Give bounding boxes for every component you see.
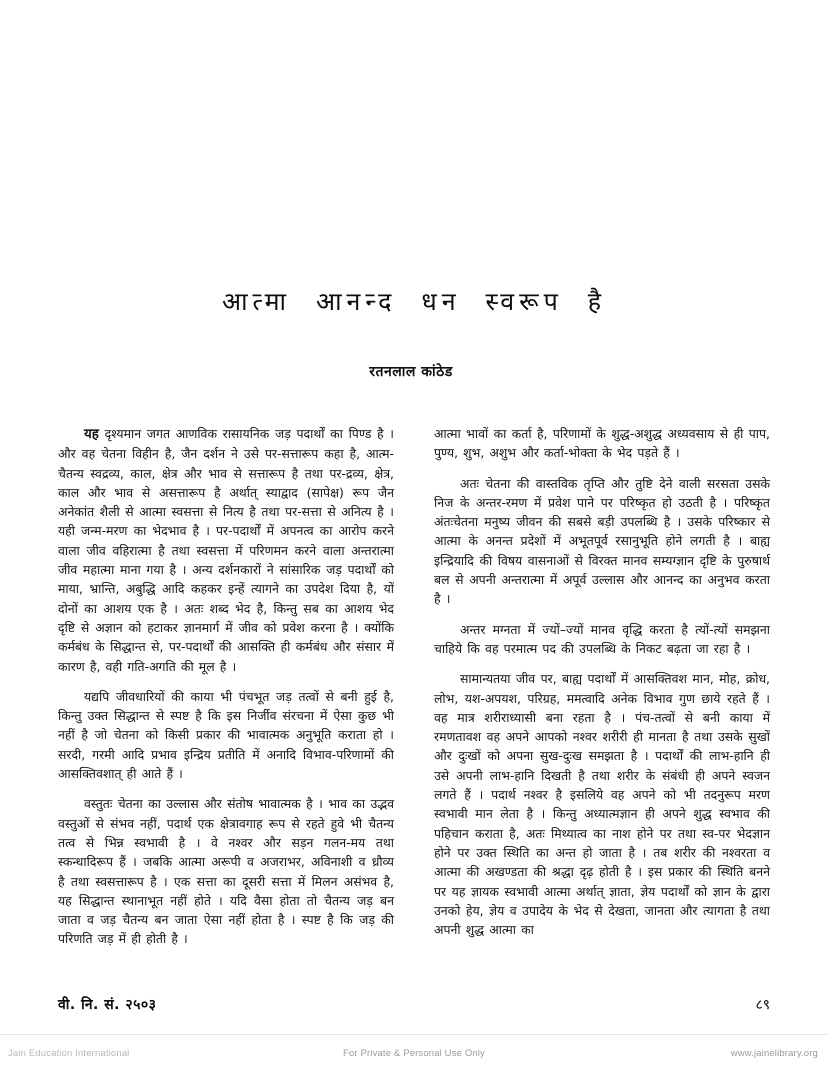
scan-usage-notice: For Private & Personal Use Only (343, 1047, 485, 1059)
era-mark: वी. नि. सं. २५०३ (58, 997, 157, 1013)
paragraph-text: यद्यपि जीवधारियों की काया भी पंचभूत जड़ तत्वों से बनी हुई है, किन्तु उक्त सिद्धान्त से स्पष्ट है कि इस निर्जीव संरचना में ऐसा कुछ भी नहीं है जो चेतना को किसी प्रकार की भावात्मक अनुभूति कराता हो । सरदी, गरमी आदि प्रभाव इन्द्रिय प्रतीति में अनादि विभाव-परिणामों की आसक्तिवशात् ही आते हैं । (58, 688, 394, 782)
body-columns (58, 424, 770, 984)
paragraph-text: सामान्यतया जीव पर, बाह्य पदार्थों में आसक्तिवश मान, मोह, क्रोध, लोभ, यश-अपयश, परिग्रह, ममत्वादि अनेक विभाव गुण छाये रहते हैं । वह मात्र शरीराध्यासी बना रहता है । पंच-तत्वों से बनी काया में रमणतावश वह अपने आपको नश्वर शरीरी ही मानता है तथा उसके सुखों और दुःखों को अपना सुख-दुःख समझता है । पदार्थों की लाभ-हानि ही उसे अपनी लाभ-हानि दिखती है तथा शरीर के संबंधी ही अपने स्वजन लगते हैं । पदार्थ नश्वर है इसलिये वह अपने को भी तदनुरूप मरण स्वभावी मान लेता है । किन्तु अध्यात्मज्ञान ही अपने शुद्ध स्वभाव की पहिचान कराता है, अतः मिथ्यात्व का नाश होने पर तथा स्व-पर भेदज्ञान होने पर उक्त स्थिति का अन्त हो जाता है । तब शरीर की नश्वरता व आत्मा की अखण्डता की श्रद्धा दृढ़ होती है । इस प्रकार की स्थिति बनने पर यह ज्ञायक स्वभावी आत्मा अर्थात् ज्ञाता, ज्ञेय पदार्थों को ज्ञान के द्वारा उनको हेय, ज्ञेय व उपादेय के भेद से देखता, जानता और त्यागता है तथा अपनी शुद्ध आत्मा का (434, 671, 770, 938)
paragraph-lead-word: यह (84, 427, 99, 442)
paragraph (58, 687, 394, 783)
page-footer (58, 995, 770, 1014)
paragraph (58, 794, 394, 948)
paragraph (434, 424, 770, 463)
byline (0, 362, 828, 381)
left-column (58, 424, 394, 960)
title-block (0, 286, 828, 317)
paragraph (434, 620, 770, 659)
page-number: ८९ (755, 997, 770, 1013)
paragraph-text: वस्तुतः चेतना का उल्लास और संतोष भावात्मक है । भाव का उद्भव वस्तुओं से संभव नहीं, पदार्थ एक क्षेत्रावगाह रूप से रहते हुवे भी चैतन्य तत्व से भिन्न स्वभावी है । वे नश्वर और सड़न गलन-मय तथा स्कन्धादिरूप हैं । जबकि आत्मा अरूपी व अजराभर, अविनाशी व ध्रौव्य है तथा स्वसत्तारूप है । एक सत्ता का दूसरी सत्ता में मिलन असंभव है, यह सिद्धान्त स्थानाभूत नहीं होते । यदि वैसा होता तो चैतन्य जड़ बन जाता व जड़ चैतन्य बन जाता ऐसा नहीं होता है । स्पष्ट है कि जड़ की परिणति जड़ में ही होती है । (58, 796, 394, 947)
right-column (434, 424, 770, 950)
author-name: रतनलाल कांठेड (369, 364, 453, 380)
paragraph-text: अन्तर मग्नता में ज्यों–ज्यों मानव वृद्धि करता है त्यों-त्यों समझना चाहिये कि वह परमात्म पद की उपलब्धि के निकट बढ़ता जा रहा है । (434, 621, 770, 656)
paragraph (434, 669, 770, 939)
paragraph-text: आत्मा भावों का कर्ता है, परिणामों के शुद्ध-अशुद्ध अध्यवसाय से ही पाप, पुण्य, शुभ, अशुभ और कर्ता-भोक्ता के भेद पड़ते हैं । (434, 426, 770, 461)
paragraph-text: दृश्यमान जगत आणविक रासायनिक जड़ पदार्थों का पिण्ड है । और वह चेतना विहीन है, जैन दर्शन ने उसे पर-सत्तारूप कहा है, आत्म-चैतन्य स्वद्रव्य, काल, क्षेत्र और भाव से सत्तारूप है तथा पर-द्रव्य, क्षेत्र, काल और भाव से असत्तारूप है अर्थात् स्याद्वाद (सापेक्ष) रूप जैन अनेकांत शैली से आत्मा स्वसत्ता से नित्य है तथा पर-सत्ता से अनित्य है । यही जन्म-मरण का भेदभाव है । पर-पदार्थों में अपनत्व का आरोप करने वाला जीव वहिरात्मा है तथा स्वसत्ता में परिणमन करने वाला अन्तरात्मा जीव महात्मा माना गया है । अन्य दर्शनकारों ने सांसारिक जड़ पदार्थों को माया, भ्रान्ति, अबुद्धि आदि कहकर इन्हें त्यागने का उपदेश दिया है, यों दोनों का आशय एक है । अतः शब्द भेद है, किन्तु सब का आशय भेद दृष्टि से अज्ञान को हटाकर ज्ञानमार्ग में जीव को प्रवेश करना है । क्योंकि कर्मबंध के सिद्धान्त से, पर-पदार्थों की आसक्ति ही कर्मबंध और संसार में कारण है, वही गति-अगति की मूल है । (58, 426, 394, 674)
scan-org-label: Jain Education International (8, 1047, 130, 1059)
paragraph (58, 424, 394, 676)
paragraph (434, 474, 770, 609)
scan-service-strip (0, 1034, 828, 1071)
page-title: आत्मा आनन्द धन स्वरूप है (222, 287, 606, 316)
scan-website-link[interactable]: www.jainelibrary.org (730, 1047, 818, 1059)
paragraph-text: अतः चेतना की वास्तविक तृप्ति और तुष्टि देने वाली सरसता उसके निज के अन्तर-रमण में प्रवेश पाने पर परिष्कृत हो उठती है । परिष्कृत अंतःचेतना मनुष्य जीवन की सबसे बड़ी उपलब्धि है । उसके परिष्कार से आत्मा के अनन्त प्रदेशों में अभूतपूर्व रसानुभूति होने लगती है । बाह्य इन्द्रियादि की विषय वासनाओं से विरक्त मानव सम्यग्ज्ञान दृष्टि के पुरुषार्थ बल से अपनी अन्तरात्मा में अपूर्व उल्लास और आनन्द का अनुभव करता है । (434, 475, 770, 607)
